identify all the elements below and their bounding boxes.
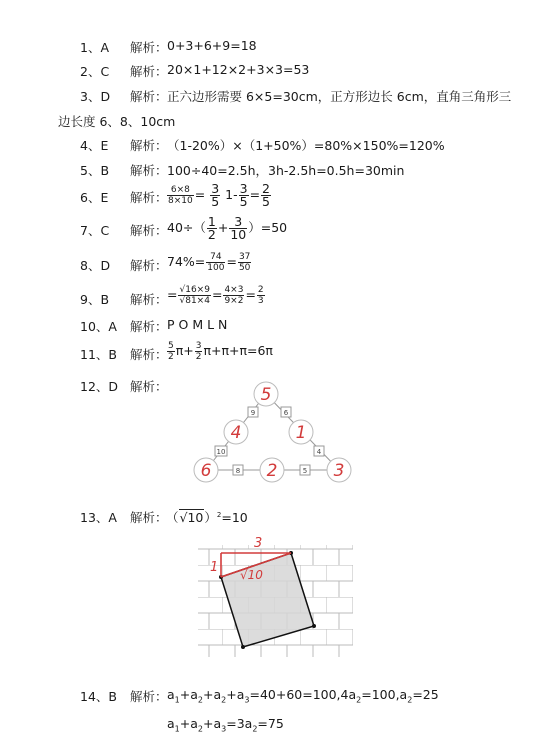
answer-number: 1、A bbox=[80, 40, 110, 55]
box-label: 6 bbox=[283, 409, 289, 417]
fraction: $\frac{2}{5}$ bbox=[262, 181, 270, 209]
fraction: $\frac{6\times 8}{8\times 10}$ bbox=[168, 185, 193, 206]
fraction: $\frac{3}{10}$ bbox=[230, 214, 247, 242]
analysis-formula: = $\frac{√16\times 9}{√81\times 4}$ = $\frac{4\times 3}{9\times 2}$ = $\frac{2}{3}$ bbox=[167, 285, 264, 306]
answer-number: 12、D bbox=[80, 379, 119, 394]
analysis-label: 解析： bbox=[130, 510, 168, 525]
answer-number: 13、A bbox=[80, 510, 117, 525]
analysis-label: 解析： bbox=[130, 689, 168, 704]
hand-label-hypotenuse: √10 bbox=[240, 568, 263, 582]
circle-number: 3 bbox=[333, 461, 345, 481]
analysis-text: 100÷40=2.5h，3h-2.5h=0.5h=30min bbox=[167, 163, 405, 178]
analysis-label: 解析： bbox=[130, 163, 168, 178]
analysis-formula: $\frac{6\times 8}{8\times 10}$ = $\frac{3}{5}$ 1- $\frac{3}{5}$ = $\frac{2}{5}$ bbox=[168, 181, 270, 209]
fraction: $\frac{3}{5}$ bbox=[211, 181, 220, 209]
circle-number: 5 bbox=[260, 385, 272, 405]
analysis-text: 20×1+12×2+3×3=53 bbox=[167, 62, 310, 77]
fraction: $\frac{1}{2}$ bbox=[207, 214, 216, 242]
circle-number: 1 bbox=[295, 423, 307, 443]
box-label: 5 bbox=[302, 467, 308, 475]
brick-wall-square-figure bbox=[196, 533, 356, 663]
analysis-formula: 40÷（ $\frac{1}{2}$ + $\frac{3}{10}$ ）=50 bbox=[167, 214, 288, 242]
fraction: $\frac{37}{50}$ bbox=[238, 252, 251, 273]
analysis-formula: $(√10)^2=10$ bbox=[166, 510, 248, 525]
fraction: $\frac{3}{5}$ bbox=[239, 181, 248, 209]
analysis-label: 解析： bbox=[130, 64, 168, 79]
fraction: $\frac{√16\times 9}{√81\times 4}$ bbox=[179, 285, 210, 306]
analysis-label: 解析： bbox=[130, 190, 168, 205]
circle-number: 4 bbox=[230, 423, 242, 443]
analysis-formula: $a_1+a_2+a_2+a_3=40+60=100,4a_2=100,a_2=25$ bbox=[167, 687, 439, 705]
answer-number: 14、B bbox=[80, 689, 117, 704]
answer-number: 6、E bbox=[80, 190, 109, 205]
analysis-text-continued: 边长度 6、8、10cm bbox=[58, 114, 176, 129]
answer-number: 10、A bbox=[80, 319, 117, 334]
analysis-label: 解析： bbox=[130, 347, 168, 362]
box-label: 10 bbox=[216, 448, 226, 456]
box-label: 9 bbox=[250, 409, 256, 417]
triangle-number-diagram bbox=[190, 380, 360, 490]
analysis-label: 解析： bbox=[130, 89, 168, 104]
analysis-label: 解析： bbox=[130, 319, 168, 334]
answer-number: 9、B bbox=[80, 292, 110, 307]
fraction: $\frac{2}{3}$ bbox=[257, 285, 264, 306]
hand-label-left: 1 bbox=[210, 560, 219, 575]
answer-number: 4、E bbox=[80, 138, 109, 153]
analysis-text: P O M L N bbox=[167, 317, 228, 332]
analysis-text: （1-20%）×（1+50%）=80%×150%=120% bbox=[167, 138, 445, 153]
analysis-label: 解析： bbox=[130, 138, 168, 153]
circle-number: 6 bbox=[200, 461, 212, 481]
box-label: 8 bbox=[235, 467, 241, 475]
answer-number: 7、C bbox=[80, 223, 110, 238]
box-label: 4 bbox=[316, 448, 322, 456]
analysis-formula: 74%= $\frac{74}{100}$ = $\frac{37}{50}$ bbox=[167, 252, 251, 273]
analysis-label: 解析： bbox=[130, 258, 168, 273]
analysis-formula: $a_1+a_2+a_3=3a_2=75$ bbox=[167, 716, 284, 734]
fraction: $\frac{5}{2}$ bbox=[168, 341, 174, 362]
hand-label-top: 3 bbox=[254, 536, 263, 551]
analysis-text: 0+3+6+9=18 bbox=[167, 38, 257, 53]
circle-number: 2 bbox=[266, 461, 278, 481]
answer-number: 5、B bbox=[80, 163, 110, 178]
answer-number: 2、C bbox=[80, 64, 110, 79]
fraction: $\frac{3}{2}$ bbox=[195, 341, 202, 362]
analysis-label: 解析： bbox=[130, 379, 168, 394]
analysis-text: 正六边形需要 6×5=30cm，正方形边长 6cm，直角三角形三 bbox=[167, 89, 512, 104]
analysis-label: 解析： bbox=[130, 40, 168, 55]
answer-number: 11、B bbox=[80, 347, 117, 362]
analysis-formula: $\frac{5}{2}$ π+ $\frac{3}{2}$ π+π+π=6π bbox=[168, 341, 273, 362]
analysis-label: 解析： bbox=[130, 292, 168, 307]
fraction: $\frac{4\times 3}{9\times 2}$ bbox=[224, 285, 244, 306]
analysis-label: 解析： bbox=[130, 223, 168, 238]
fraction: $\frac{74}{100}$ bbox=[207, 252, 225, 273]
answer-number: 3、D bbox=[80, 89, 111, 104]
answer-number: 8、D bbox=[80, 258, 111, 273]
